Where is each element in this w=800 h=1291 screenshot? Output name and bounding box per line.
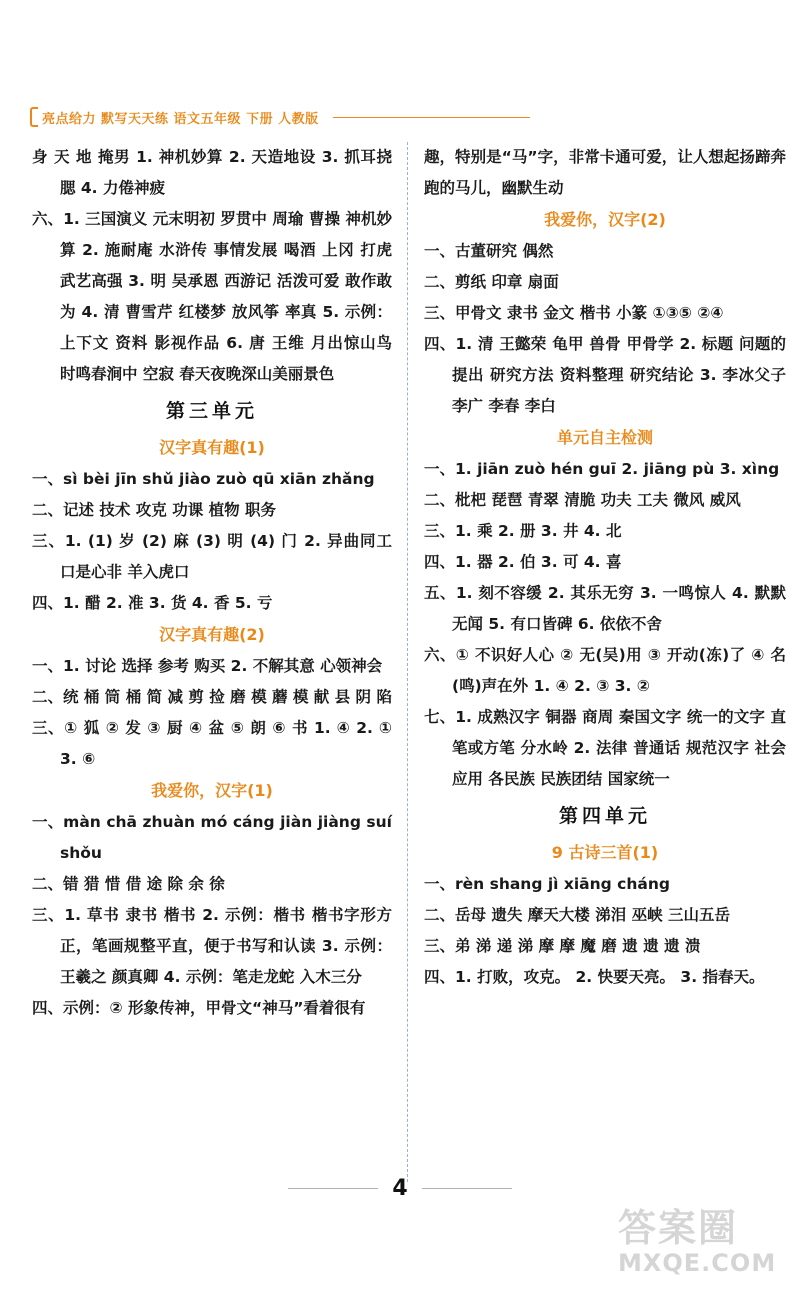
header-rule xyxy=(333,117,530,118)
answer-paragraph: 六、① 不识好人心 ② 无(吴)用 ③ 开动(冻)了 ④ 名(鸣)声在外 1. ④ 2. ③ 3. ② xyxy=(424,646,786,695)
answer-paragraph: 一、1. 讨论 选择 参考 购买 2. 不解其意 心领神会 xyxy=(32,657,383,675)
footer-rule-left xyxy=(288,1188,378,1189)
answer-paragraph: 四、1. 清 王懿荣 龟甲 兽骨 甲骨学 2. 标题 问题的提出 研究方法 资料整理 研究结论 3. 李冰父子 李广 李春 李白 xyxy=(424,335,786,415)
right-answer-column xyxy=(424,142,786,993)
watermark-url-text: MXQE.COM xyxy=(618,1249,777,1277)
answer-paragraph: 三、1. 草书 隶书 楷书 2. 示例：楷书 楷书字形方正，笔画规整平直，便于书写和认读 3. 示例：王羲之 颜真卿 4. 示例：笔走龙蛇 入木三分 xyxy=(32,906,392,986)
answer-paragraph: 七、1. 成熟汉字 铜器 商周 秦国文字 统一的文字 直笔或方笔 分水岭 2. 法律 普通话 规范汉字 社会应用 各民族 民族团结 国家统一 xyxy=(424,708,786,788)
left-answer-column xyxy=(32,142,392,1024)
lesson-heading: 汉字真有趣(1) xyxy=(159,438,265,457)
answer-paragraph: 四、1. 器 2. 伯 3. 可 4. 喜 xyxy=(424,553,622,571)
answer-paragraph: 身 天 地 掩男 1. 神机妙算 2. 天造地设 3. 抓耳挠腮 4. 力倦神疲 xyxy=(32,148,392,197)
answer-paragraph: 三、弟 涕 递 涕 摩 摩 魔 磨 遗 遗 遗 溃 xyxy=(424,937,701,955)
answer-paragraph: 一、古董研究 偶然 xyxy=(424,242,554,260)
answer-paragraph: 二、错 猎 惜 借 途 除 余 徐 xyxy=(32,875,225,893)
lesson-heading: 9 古诗三首(1) xyxy=(551,843,659,862)
answer-paragraph: 六、1. 三国演义 元末明初 罗贯中 周瑜 曹操 神机妙算 2. 施耐庵 水浒传 事情发展 喝酒 上冈 打虎 武艺高强 3. 明 吴承恩 西游记 活泼可爱 敢作敢为 4. 清 曹雪芹 红楼梦 放风筝 率真 5. 示例：上下文 资料 影视作品 6. 唐 王维 月出惊山鸟 时鸣春涧中 空寂 春天夜晚深山美丽景色 xyxy=(32,210,392,383)
answer-paragraph: 二、岳母 遗失 摩天大楼 涕泪 巫峡 三山五岳 xyxy=(424,906,730,924)
answer-paragraph: 二、剪纸 印章 扇面 xyxy=(424,273,559,291)
answer-paragraph: 一、1. jiān zuò hén guī 2. jiāng pù 3. xìng xyxy=(424,460,780,478)
page-number: 4 xyxy=(392,1175,408,1201)
footer-rule-right xyxy=(422,1188,512,1189)
answer-paragraph: 三、甲骨文 隶书 金文 楷书 小篆 ①③⑤ ②④ xyxy=(424,304,724,322)
answer-paragraph: 一、màn chā zhuàn mó cáng jiàn jiàng suí shǒu xyxy=(32,813,392,862)
answer-paragraph: 四、1. 打败，攻克。 2. 快要天亮。 3. 指春天。 xyxy=(424,968,765,986)
lesson-heading: 我爱你，汉字(1) xyxy=(151,781,273,800)
lesson-heading: 汉字真有趣(2) xyxy=(159,625,265,644)
answer-paragraph: 一、rèn shang jì xiāng cháng xyxy=(424,875,670,893)
header-bracket-decoration xyxy=(30,107,38,127)
watermark-logo xyxy=(600,1195,790,1285)
header-title: 亮点给力 默写天天练 语文五年级 下册 人教版 xyxy=(42,111,319,127)
answer-paragraph: 三、① 狐 ② 发 ③ 厨 ④ 盆 ⑤ 朗 ⑥ 书 1. ④ 2. ① 3. ⑥ xyxy=(32,719,392,768)
page-header xyxy=(30,106,530,128)
answer-paragraph: 二、枇杷 琵琶 青翠 清脆 功夫 工夫 微风 威风 xyxy=(424,491,741,509)
lesson-heading: 我爱你，汉字(2) xyxy=(544,210,666,229)
answer-paragraph: 三、1. 乘 2. 册 3. 井 4. 北 xyxy=(424,522,622,540)
answer-paragraph: 一、sì bèi jīn shǔ jiào zuò qū xiān zhǎng xyxy=(32,470,375,488)
watermark-main-text: 答案圈 xyxy=(618,1206,739,1250)
answer-paragraph: 趣，特别是“马”字，非常卡通可爱，让人想起扬蹄奔跑的马儿，幽默生动 xyxy=(424,148,786,197)
column-divider xyxy=(407,142,408,1182)
unit-heading: 第三单元 xyxy=(165,400,258,422)
answer-paragraph: 五、1. 刻不容缓 2. 其乐无穷 3. 一鸣惊人 4. 默默无闻 5. 有口皆碑 6. 依依不舍 xyxy=(424,584,786,633)
answer-paragraph: 三、1. (1) 岁 (2) 麻 (3) 明 (4) 门 2. 异曲同工 口是心非 羊入虎口 xyxy=(32,532,392,581)
answer-paragraph: 二、记述 技术 攻克 功课 植物 职务 xyxy=(32,501,276,519)
unit-heading: 第四单元 xyxy=(558,805,651,827)
answer-paragraph: 四、1. 醋 2. 准 3. 货 4. 香 5. 亏 xyxy=(32,594,273,612)
answer-paragraph: 二、统 桶 筒 桶 简 减 剪 捡 磨 模 蘑 模 献 县 阴 陷 xyxy=(32,688,392,706)
lesson-heading: 单元自主检测 xyxy=(556,428,653,447)
answer-paragraph: 四、示例：② 形象传神，甲骨文“神马”看着很有 xyxy=(32,999,366,1017)
